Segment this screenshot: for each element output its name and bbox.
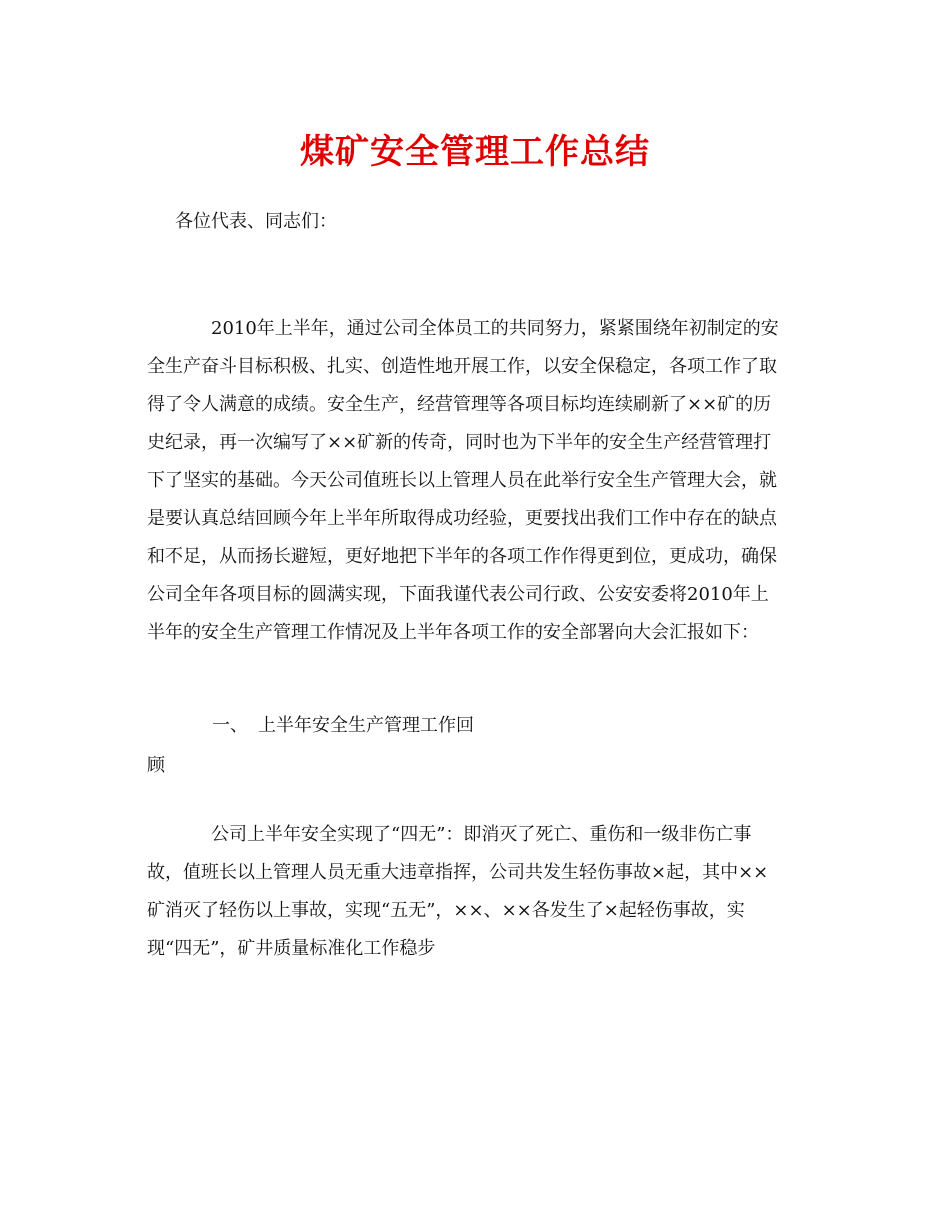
paragraph-line: 矿消灭了轻伤以上事故，实现“五无”，××、××各发生了×起轻伤事故，实 bbox=[147, 900, 745, 921]
paragraph-line: 全生产奋斗目标积极、扎实、创造性地开展工作，以安全保稳定，各项工作了取 bbox=[147, 356, 777, 377]
section-heading-text: 上半年安全生产管理工作回 bbox=[258, 715, 474, 736]
greeting: 各位代表、同志们： bbox=[175, 211, 337, 232]
paragraph-line: 现“四无”，矿井质量标准化工作稳步 bbox=[147, 938, 436, 959]
section-heading-continuation: 顾 bbox=[147, 755, 165, 776]
section-number: 一、 bbox=[212, 715, 248, 736]
intro-paragraph bbox=[147, 310, 803, 652]
paragraph-line: 得了令人满意的成绩。安全生产，经营管理等各项目标均连续刷新了××矿的历 bbox=[147, 394, 772, 415]
paragraph-line: 是要认真总结回顾今年上半年所取得成功经验，更要找出我们工作中存在的缺点 bbox=[147, 508, 777, 529]
paragraph-line: 公司全年各项目标的圆满实现，下面我谨代表公司行政、公安安委将2010年上 bbox=[147, 584, 769, 605]
paragraph-line: 和不足，从而扬长避短，更好地把下半年的各项工作作得更到位，更成功，确保 bbox=[147, 546, 777, 567]
section-heading bbox=[212, 710, 474, 742]
document-title: 煤矿安全管理工作总结 bbox=[300, 132, 650, 172]
paragraph-line: 公司上半年安全实现了“四无”：即消灭了死亡、重伤和一级非伤亡事 bbox=[211, 824, 752, 845]
section-paragraph bbox=[147, 816, 803, 968]
paragraph-line: 半年的安全生产管理工作情况及上半年各项工作的安全部署向大会汇报如下： bbox=[147, 622, 759, 643]
paragraph-line: 史纪录，再一次编写了××矿新的传奇，同时也为下半年的安全生产经营管理打 bbox=[147, 432, 772, 453]
paragraph-line: 2010年上半年，通过公司全体员工的共同努力，紧紧围绕年初制定的安 bbox=[211, 318, 779, 339]
paragraph-line: 故，值班长以上管理人员无重大违章指挥，公司共发生轻伤事故×起，其中×× bbox=[147, 862, 769, 883]
paragraph-line: 下了坚实的基础。今天公司值班长以上管理人员在此举行安全生产管理大会，就 bbox=[147, 470, 777, 491]
